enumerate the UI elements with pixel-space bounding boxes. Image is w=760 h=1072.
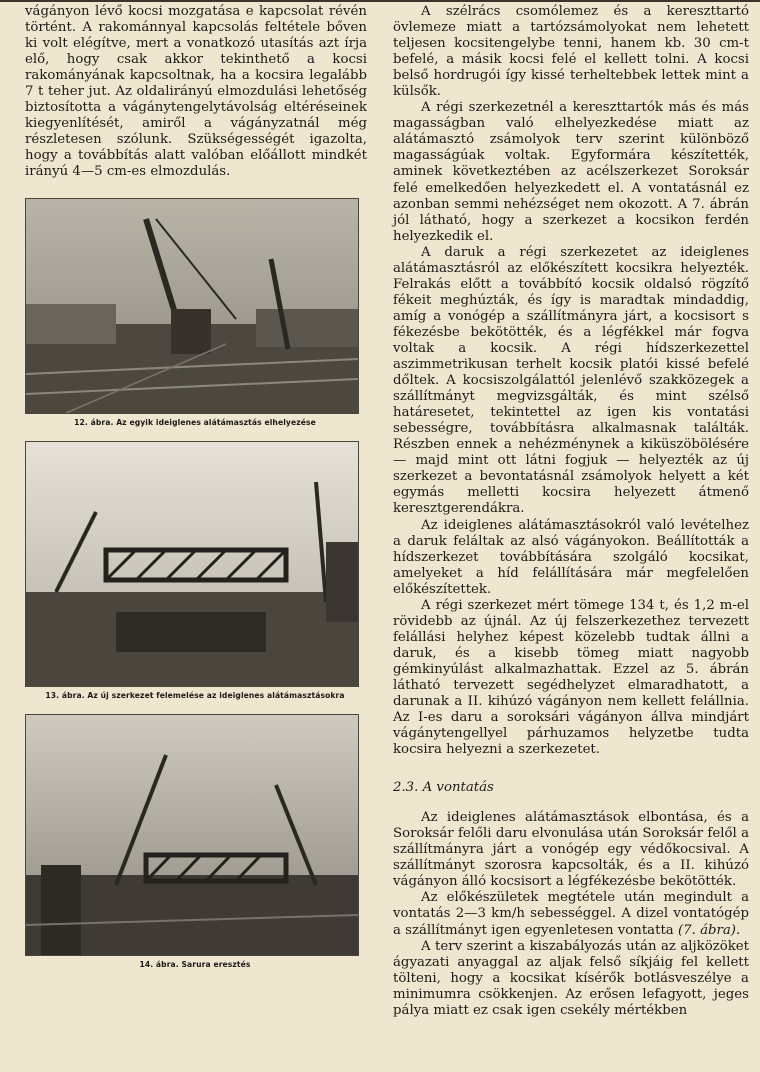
- paragraph: A szélrács csomólemez és a kereszttartó övlemeze miatt a tartózsámolyokat nem lehetett teljesen kocsitengelybe tenni, hanem kb. 30 cm-t befelé, a másik kocsi felé el kellett tolni. A kocsi belső hordrugói így kissé terheltebbek lettek mint a külsők.: [393, 4, 749, 100]
- figure-13-photo: [25, 441, 359, 687]
- top-rule: [0, 0, 760, 2]
- paragraph: A terv szerint a kiszabályozás után az aljközöket ágyazati anyaggal az aljak felső síkjáig fel kellett tölteni, hogy a kocsikat kísérők botlásveszélye a minimumra csökkenjen. Az erősen lefagyott, jeges pálya miatt ez csak igen csekély mértékben: [393, 938, 749, 1018]
- paragraph: A régi szerkezetnél a kereszttartók más és más magasságban való elhelyezkedése miatt az alátámasztó zsámolyok terv szerint különböző magasságúak voltak. Egyformára készítették, aminek következtében az acélszerkezet Soroksár felé emelkedően helyezkedett el. A vontatásnál ez azonban semmi nehézséget nem okozott. A 7. ábrán jól látható, hogy a szerkezet a kocsikon ferdén helyezkedik el.: [393, 100, 749, 244]
- paragraph: A daruk a régi szerkezetet az ideiglenes alátámasztásról az előkészített kocsikra helyezték. Felrakás előtt a továbbító kocsik oldalsó rögzítő fékeit meghúzták, és így is maradtak mindaddig, amíg a vonógép a szállítmányra járt, a kocsisort s fékezésbe bekötötték, és a légfékkel már fogva voltak a kocsik. A régi hídszerkezettel aszimmetrikusan terhelt kocsik platói kissé befelé dőltek. A kocsiszolgálattól jelenlévő szakközegek a szállítmányt megvizsgálták, és mint szélső határesetet, tekintettel az igen kis vontatási sebességre, továbbításra alkalmasnak találták. Részben ennek a nehézménynek a kiküszöbölésére — majd mint ott látni fogjuk — helyezték az új szerkezet a bevontatásnál zsámolyok helyett a két egymás melletti kocsira helyezett átmenő keresztgerendákra.: [393, 244, 749, 517]
- paragraph: Az ideiglenes alátámasztásokról való levételhez a daruk feláltak az alsó vágányokon. Beállították a hídszerkezet továbbítására szolgáló kocsikat, amelyeket a híd felállítására már megfelelően előkészítettek.: [393, 517, 749, 597]
- section-heading: 2.3. A vontatás: [393, 780, 494, 796]
- paragraph: Az ideiglenes alátámasztások elbontása, és a Soroksár felőli daru elvonulása után Soroksár felől a szállítmányra járt a vonógép egy védőkocsival. A szállítmányt szorosra kapcsolták, és a II. kihúzó vágányon álló kocsisort a légfékezésbe bekötötték.: [393, 810, 749, 890]
- right-column: [393, 4, 749, 1019]
- figure-12-photo: [25, 198, 359, 414]
- paragraph: [393, 890, 749, 938]
- paragraph: vágányon lévő kocsi mozgatása e kapcsolat révén történt. A rakománnyal kapcsolás feltétele bőven ki volt elégítve, mert a vonatkozó utasítás azt írja elő, hogy csak akkor tekinthető a kocsi rakományának kapcsoltnak, ha a kocsira legalább 7 t teher jut. Az oldalirányú elmozdulási lehetőség biztosította a vágánytengelytávolság eltéréseinek kiegyenlítését, amiről a vágányzatnál még részletesen szólunk. Szükségességét igazolta, hogy a továbbítás alatt valóban előállott mindkét irányú 4—5 cm-es elmozdulás.: [25, 4, 367, 180]
- paragraph: A régi szerkezet mért tömege 134 t, és 1,2 m-el rövidebb az újnál. Az új felszerkezethez tervezett felállási helyhez képest közelebb tudtak állni a daruk, és a kisebb tömeg miatt nagyobb gémkinyúlást alkalmazhattak. Ezzel az 5. ábrán látható tervezett segédhelyzet elmaradhatott, a darunak a II. kihúzó vágányon nem kellett felállnia. Az I-es daru a soroksári vágányon állva mindjárt vágánytengellyel párhuzamos helyzetbe tudta kocsira helyezni a szerkezetet.: [393, 597, 749, 758]
- figure-reference: (7. ábra).: [677, 922, 741, 938]
- figure-12-caption: 12. ábra. Az egyik ideiglenes alátámasztás elhelyezése: [74, 417, 316, 427]
- figure-13-caption: 13. ábra. Az új szerkezet felemelése az ideiglenes alátámasztásokra: [45, 690, 345, 700]
- figure-14-photo: [25, 714, 359, 956]
- paragraph-text: Az előkészületek megtétele után megindult a vontatás 2—3 km/h sebességgel. A dizel vontatógép a szállítmányt igen egyenletesen vontatta: [393, 890, 749, 938]
- figure-14-caption: 14. ábra. Sarura eresztés: [139, 959, 251, 969]
- left-column: [25, 4, 367, 969]
